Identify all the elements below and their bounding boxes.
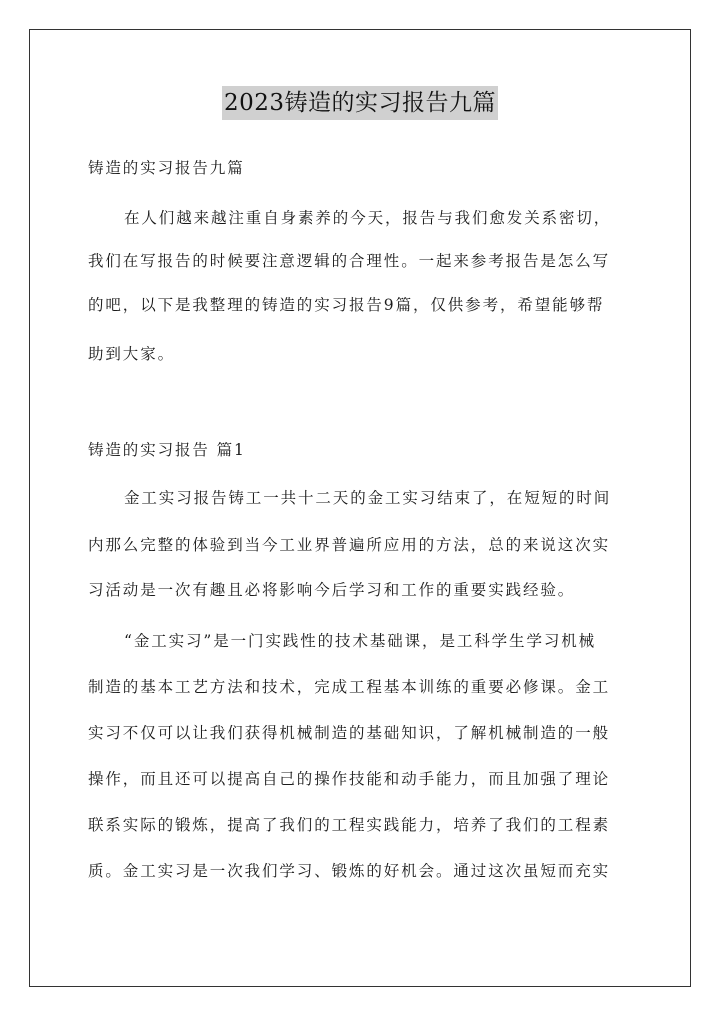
paragraph-line: 内那么完整的体验到当今工业界普遍所应用的方法，总的来说这次实 [88,536,611,554]
paragraph-line: 习活动是一次有趣且必将影响今后学习和工作的重要实践经验。 [88,581,576,599]
subtitle-line: 铸造的实习报告九篇 [88,159,245,177]
paragraph-line: 操作，而且还可以提高自己的操作技能和动手能力，而且加强了理论 [88,770,611,788]
paragraph-line: 实习不仅可以让我们获得机械制造的基础知识，了解机械制造的一般 [88,724,611,742]
paragraph-line: 质。金工实习是一次我们学习、锻炼的好机会。通过这次虽短而充实 [88,862,611,880]
document-title: 2023铸造的实习报告九篇 [222,86,498,120]
paragraph-line: 制造的基本工艺方法和技术，完成工程基本训练的重要必修课。金工 [88,678,611,696]
paragraph-line: 在人们越来越注重自身素养的今天，报告与我们愈发关系密切， [124,209,612,227]
paragraph-line: 金工实习报告铸工一共十二天的金工实习结束了，在短短的时间 [124,489,612,507]
section-heading: 铸造的实习报告 篇1 [88,441,246,459]
paragraph-line: “金工实习”是一门实践性的技术基础课，是工科学生学习机械 [124,632,597,650]
paragraph-line: 我们在写报告的时候要注意逻辑的合理性。一起来参考报告是怎么写 [88,252,611,270]
paragraph-line: 联系实际的锻炼，提高了我们的工程实践能力，培养了我们的工程素 [88,816,611,834]
title-wrap [0,86,720,120]
paragraph-line: 助到大家。 [88,345,176,363]
paragraph-line: 的吧，以下是我整理的铸造的实习报告9篇，仅供参考，希望能够帮 [88,296,605,314]
